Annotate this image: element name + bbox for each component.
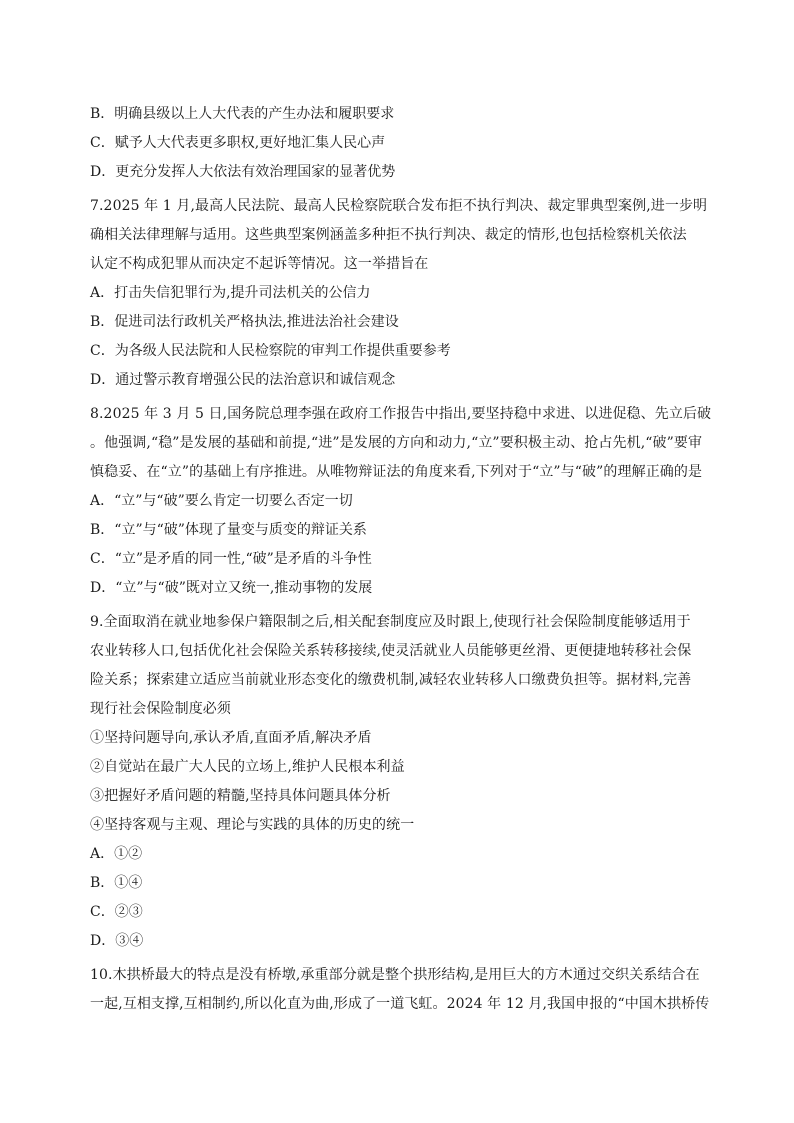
q9-statement-2: ②自觉站在最广大人民的立场上,维护人民根本利益: [90, 759, 405, 775]
q8-stem-line: 。他强调,“稳”是发展的基础和前提,“进”是发展的方向和动力,“立”要积极主动、抢占先机,“破”要审: [90, 435, 703, 451]
q9-statement-4: ④坚持客观与主观、理论与实践的具体的历史的统一: [90, 817, 415, 833]
q9-option-b[interactable]: B．①④: [90, 875, 143, 891]
q6-option-b[interactable]: B．明确县级以上人大代表的产生办法和履职要求: [90, 106, 395, 122]
q9-stem-line: 农业转移人口,包括优化社会保险关系转移接续,使灵活就业人员能够更丝滑、更便捷地转移社会保: [90, 643, 692, 659]
q7-option-a[interactable]: A．打击失信犯罪行为,提升司法机关的公信力: [90, 285, 371, 301]
q7-stem-line: 7.2025 年 1 月,最高人民法院、最高人民检察院联合发布拒不执行判决、裁定罪典型案例,进一步明: [90, 198, 708, 214]
q9-statement-3: ③把握好矛盾问题的精髓,坚持具体问题具体分析: [90, 788, 391, 804]
q8-stem-line: 8.2025 年 3 月 5 日,国务院总理李强在政府工作报告中指出,要坚持稳中求进、以进促稳、先立后破: [90, 406, 712, 422]
q7-stem-line: 确相关法律理解与适用。这些典型案例涵盖多种拒不执行判决、裁定的情形,也包括检察机关依法: [90, 227, 687, 243]
q7-option-b[interactable]: B．促进司法行政机关严格执法,推进法治社会建设: [90, 314, 399, 330]
q8-option-a[interactable]: A．“立”与“破”要么肯定一切要么否定一切: [90, 493, 353, 509]
q8-option-d[interactable]: D．“立”与“破”既对立又统一,推动事物的发展: [90, 580, 373, 596]
exam-page: [90, 100, 712, 1019]
q7-option-c[interactable]: C．为各级人民法院和人民检察院的审判工作提供重要参考: [90, 343, 451, 359]
q8-stem-line: 慎稳妥、在“立”的基础上有序推进。从唯物辩证法的角度来看,下列对于“立”与“破”的理解正确的是: [90, 464, 703, 480]
q9-stem-line: 现行社会保险制度必须: [90, 701, 231, 717]
question-8: [90, 400, 712, 603]
question-10: [90, 961, 710, 1019]
q6-option-d[interactable]: D．更充分发挥人大依法有效治理国家的显著优势: [90, 164, 396, 180]
q10-stem-line: 10.木拱桥最大的特点是没有桥墩,承重部分就是整个拱形结构,是用巨大的方木通过交织关系结合在: [90, 967, 700, 983]
q8-option-c[interactable]: C．“立”是矛盾的同一性,“破”是矛盾的斗争性: [90, 551, 372, 567]
q6-option-c[interactable]: C．赋予人大代表更多职权,更好地汇集人民心声: [90, 135, 386, 151]
question-6-options: [90, 100, 706, 187]
q9-stem-line: 险关系；探索建立适应当前就业形态变化的缴费机制,减轻农业转移人口缴费负担等。据材料,完善: [90, 672, 692, 688]
q9-option-c[interactable]: C．②③: [90, 904, 143, 920]
question-9: [90, 608, 706, 956]
q7-stem-line: 认定不构成犯罪从而决定不起诉等情况。这一举措旨在: [90, 256, 429, 272]
q8-option-b[interactable]: B．“立”与“破”体现了量变与质变的辩证关系: [90, 522, 367, 538]
q9-option-d[interactable]: D．③④: [90, 933, 144, 949]
q9-option-a[interactable]: A．①②: [90, 846, 143, 862]
q10-stem-line: 一起,互相支撑,互相制约,所以化直为曲,形成了一道飞虹。2024 年 12 月,我国申报的“中国木拱桥传: [90, 996, 710, 1012]
q7-option-d[interactable]: D．通过警示教育增强公民的法治意识和诚信观念: [90, 372, 396, 388]
q9-stem-line: 9.全面取消在就业地参保户籍限制之后,相关配套制度应及时跟上,使现行社会保险制度能够适用于: [90, 614, 691, 630]
q9-statement-1: ①坚持问题导向,承认矛盾,直面矛盾,解决矛盾: [90, 730, 372, 746]
question-7: [90, 192, 706, 395]
